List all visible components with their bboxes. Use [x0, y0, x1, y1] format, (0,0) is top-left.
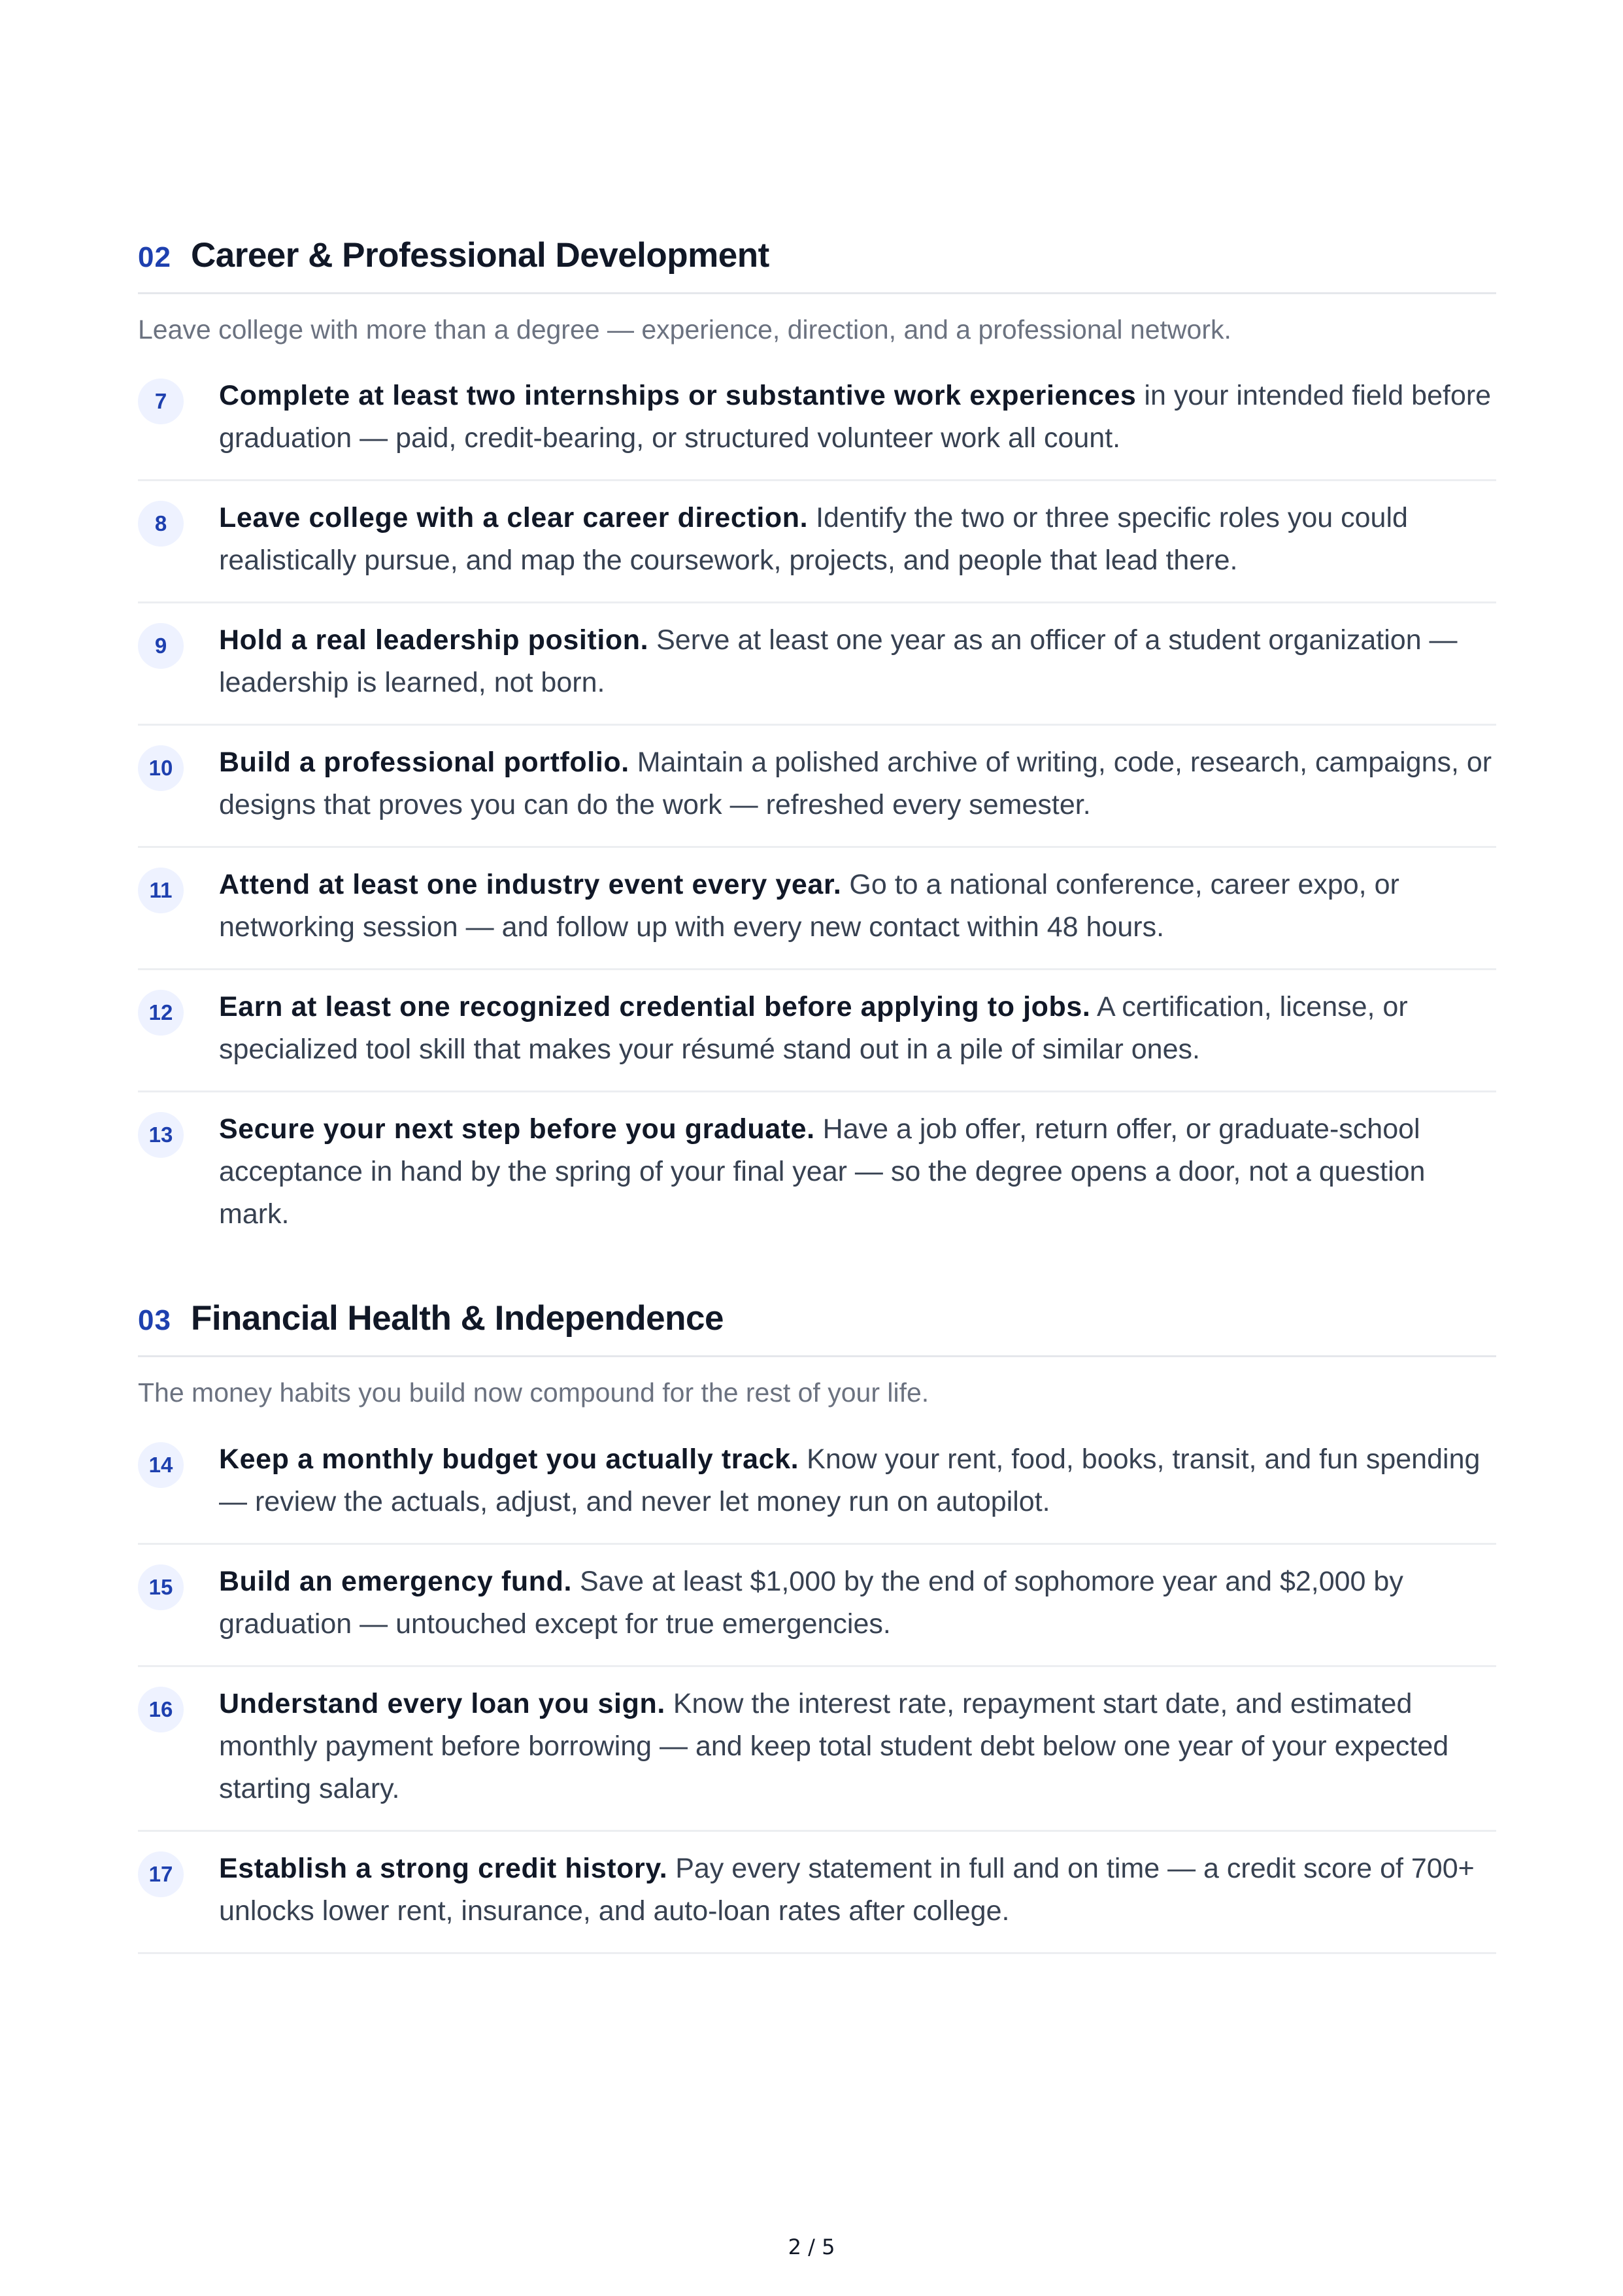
- goal-item: [138, 1438, 1496, 1545]
- goal-number-badge: 16: [138, 1687, 184, 1732]
- section-header: [138, 235, 1496, 294]
- goal-heading: Build an emergency fund.: [219, 1565, 573, 1597]
- goal-heading: Complete at least two internships or substantive work experiences: [219, 380, 1137, 412]
- goal-number-badge: 14: [138, 1442, 184, 1488]
- section-financial: [138, 1298, 1496, 1953]
- page-number: 2 / 5: [788, 2235, 835, 2259]
- section-career: [138, 235, 1496, 1255]
- goal-description: Pay every statement in full and on time — a credit score of 700+ unlocks lower rent, insurance, and auto-loan rates after college.: [219, 1852, 1475, 1927]
- goal-heading: Establish a strong credit history.: [219, 1852, 668, 1884]
- goal-text: [219, 1108, 1496, 1236]
- goal-item: [138, 1832, 1496, 1954]
- document-page: [138, 235, 1496, 1954]
- goal-description: Go to a national conference, career expo, or networking session — and follow up with every new contact within 48 hours.: [219, 869, 1399, 943]
- goal-heading: Leave college with a clear career direction.: [219, 502, 809, 534]
- goal-text: [219, 864, 1496, 949]
- goal-number-badge: 13: [138, 1112, 184, 1158]
- section-intro: Leave college with more than a degree — experience, direction, and a professional network.: [138, 314, 1231, 345]
- goal-item: [138, 848, 1496, 970]
- goal-text: [219, 1561, 1496, 1646]
- goal-heading: Earn at least one recognized credential before applying to jobs.: [219, 991, 1091, 1023]
- goal-description: in your intended field before graduation — paid, credit-bearing, or structured volunteer work all count.: [219, 380, 1492, 454]
- goal-description: Know your rent, food, books, transit, and fun spending — review the actuals, adjust, and never let money run on autopilot.: [219, 1443, 1481, 1517]
- goal-description: Know the interest rate, repayment start date, and estimated monthly payment before borrowing — and keep total student debt below one year of your expected starting salary.: [219, 1687, 1449, 1804]
- section-intro: The money habits you build now compound for the rest of your life.: [138, 1377, 929, 1408]
- section-title: Financial Health & Independence: [190, 1299, 724, 1338]
- goal-item: [138, 970, 1496, 1092]
- goal-number-badge: 12: [138, 990, 184, 1036]
- goal-list: [138, 1438, 1496, 1954]
- goal-number-badge: 9: [138, 623, 184, 669]
- goal-heading: Hold a real leadership position.: [219, 624, 649, 656]
- goal-description: Maintain a polished archive of writing, code, research, campaigns, or designs that proves you can do the work — refreshed every semester.: [219, 747, 1492, 821]
- goal-list: [138, 375, 1496, 1255]
- goal-text: [219, 375, 1496, 460]
- goal-item: [138, 1667, 1496, 1832]
- goal-text: [219, 986, 1496, 1071]
- goal-heading: Secure your next step before you graduate.: [219, 1113, 815, 1145]
- goal-item: [138, 375, 1496, 481]
- goal-number-badge: 17: [138, 1851, 184, 1897]
- goal-heading: Understand every loan you sign.: [219, 1687, 665, 1719]
- goal-item: [138, 726, 1496, 848]
- goal-text: [219, 741, 1496, 826]
- goal-heading: Build a professional portfolio.: [219, 747, 629, 779]
- goal-item: [138, 1092, 1496, 1255]
- goal-text: [219, 1848, 1496, 1933]
- section-number: 03: [138, 1304, 171, 1337]
- goal-number-badge: 8: [138, 501, 184, 547]
- section-title: Career & Professional Development: [190, 236, 769, 275]
- goal-text: [219, 619, 1496, 704]
- section-header: [138, 1298, 1496, 1357]
- goal-number-badge: 15: [138, 1564, 184, 1610]
- goal-description: Serve at least one year as an officer of a student organization — leadership is learned, not born.: [219, 624, 1458, 699]
- goal-heading: Keep a monthly budget you actually track.: [219, 1443, 799, 1475]
- goal-heading: Attend at least one industry event every year.: [219, 869, 842, 901]
- goal-item: [138, 481, 1496, 603]
- goal-text: [219, 1438, 1496, 1523]
- section-number: 02: [138, 241, 171, 273]
- goal-description: Have a job offer, return offer, or graduate-school acceptance in hand by the spring of your final year — so the degree opens a door, not a question mark.: [219, 1113, 1426, 1230]
- goal-number-badge: 10: [138, 745, 184, 791]
- goal-description: A certification, license, or specialized tool skill that makes your résumé stand out in a pile of similar ones.: [219, 991, 1408, 1066]
- goal-text: [219, 1683, 1496, 1810]
- goal-item: [138, 603, 1496, 726]
- goal-description: Save at least $1,000 by the end of sophomore year and $2,000 by graduation — untouched except for true emergencies.: [219, 1565, 1403, 1640]
- goal-number-badge: 11: [138, 868, 184, 913]
- goal-description: Identify the two or three specific roles you could realistically pursue, and map the coursework, projects, and people that lead there.: [219, 502, 1408, 577]
- goal-item: [138, 1545, 1496, 1667]
- goal-number-badge: 7: [138, 379, 184, 424]
- goal-text: [219, 497, 1496, 582]
